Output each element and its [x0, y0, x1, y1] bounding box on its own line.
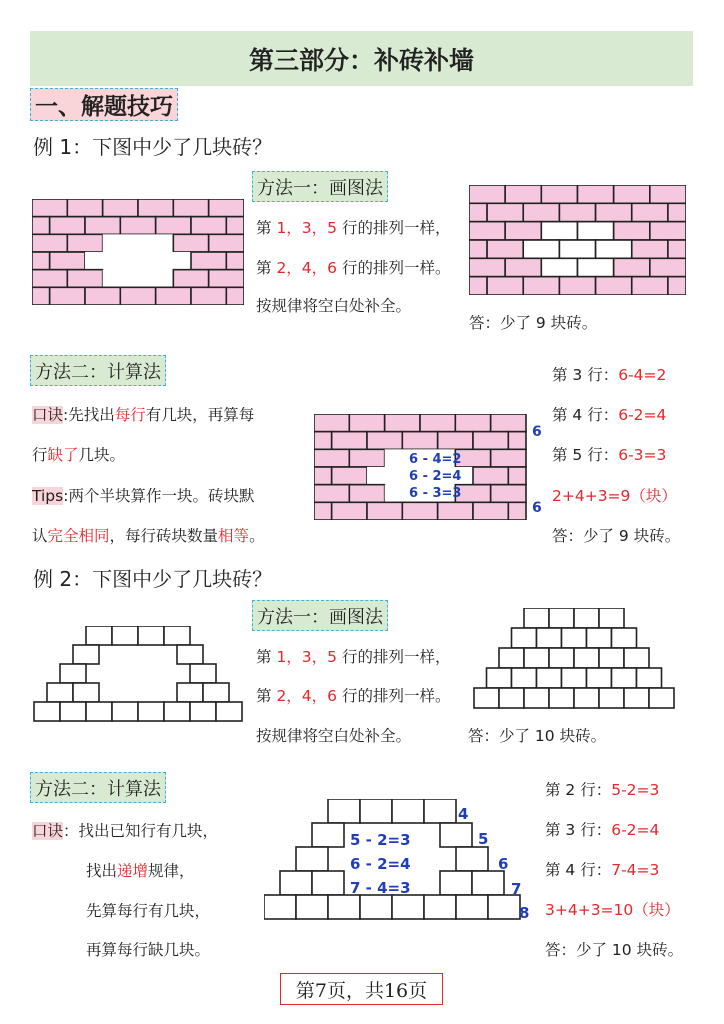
brick: [296, 847, 328, 871]
example2-tip-b: 找出递增规律，: [86, 862, 195, 880]
brick: [138, 270, 173, 288]
brick: [402, 502, 437, 520]
brick: [173, 270, 208, 288]
brick: [574, 648, 599, 668]
brick: [164, 626, 190, 645]
brick: [559, 277, 595, 295]
brick: [491, 414, 526, 432]
pyr-count-4: 4: [458, 805, 469, 823]
brick: [177, 683, 203, 702]
brick: [596, 203, 632, 221]
brick: [60, 664, 86, 683]
brick: [524, 608, 549, 628]
brick: [50, 217, 85, 235]
brick: [624, 688, 649, 708]
brick: [50, 287, 85, 305]
page-title: 第三部分：补砖补墙: [30, 31, 693, 86]
brick: [138, 199, 173, 217]
brick: [164, 702, 190, 721]
brick: [103, 270, 138, 288]
example2-tip-a: 口诀：找出已知行有几块，: [32, 822, 219, 840]
brick: [456, 895, 488, 919]
brick: [668, 277, 686, 295]
brick: [392, 799, 424, 823]
brick: [349, 485, 384, 503]
brick: [512, 628, 537, 648]
brick: [599, 608, 624, 628]
brick: [314, 414, 349, 432]
brick: [440, 871, 472, 895]
brick: [156, 252, 191, 270]
brick: [562, 628, 587, 648]
example2-question: 例 2：下图中少了几块砖？: [33, 567, 273, 591]
brick: [367, 502, 402, 520]
brick: [103, 234, 138, 252]
brick: [614, 222, 650, 240]
brick: [177, 645, 203, 664]
brick: [103, 199, 138, 217]
brick: [469, 240, 487, 258]
example2-line2: 第 2，4，6 行的排列一样。: [256, 687, 451, 705]
example2-tip-d: 再算每行缺几块。: [86, 941, 211, 959]
brick: [650, 258, 686, 276]
brick: [112, 626, 138, 645]
example2-answer2: 答：少了 10 块砖。: [545, 941, 684, 959]
brick: [314, 432, 332, 450]
brick: [392, 895, 424, 919]
brick: [367, 467, 402, 485]
brick: [67, 270, 102, 288]
brick: [385, 414, 420, 432]
example1-question: 例 1：下图中少了几块砖？: [33, 135, 273, 159]
brick: [524, 688, 549, 708]
example1-answer2: 答：少了 9 块砖。: [552, 527, 681, 545]
brick: [523, 240, 559, 258]
brick: [541, 258, 577, 276]
brick: [512, 668, 537, 688]
brick: [173, 199, 208, 217]
brick: [650, 185, 686, 203]
example2-line1: 第 1，3，5 行的排列一样，: [256, 648, 451, 666]
example1-wall-complete: [469, 185, 686, 295]
brick: [332, 502, 367, 520]
brick: [156, 287, 191, 305]
pyr-eq2: 6 - 2=4: [350, 855, 411, 873]
brick: [587, 668, 612, 688]
pyr-eq3: 7 - 4=3: [350, 879, 411, 897]
brick: [332, 432, 367, 450]
brick: [469, 258, 505, 276]
brick: [440, 823, 472, 847]
example1-row3: 第 3 行：6-4=2: [552, 366, 667, 384]
brick: [47, 683, 73, 702]
brick: [360, 799, 392, 823]
page-number: 第7页，共16页: [280, 973, 443, 1005]
example2-row2: 第 2 行：5-2=3: [545, 781, 660, 799]
brick: [402, 432, 437, 450]
brick: [523, 203, 559, 221]
brick: [191, 252, 226, 270]
brick: [264, 895, 296, 919]
brick: [191, 217, 226, 235]
brick: [469, 222, 505, 240]
brick: [587, 628, 612, 648]
brick: [424, 799, 456, 823]
brick: [559, 203, 595, 221]
brick: [349, 449, 384, 467]
brick: [190, 664, 216, 683]
brick: [488, 895, 520, 919]
brick: [599, 688, 624, 708]
brick: [456, 847, 488, 871]
brick: [60, 702, 86, 721]
brick: [599, 648, 624, 668]
brick: [120, 217, 155, 235]
brick: [499, 648, 524, 668]
brick: [85, 287, 120, 305]
pyr-eq1: 5 - 2=3: [350, 831, 411, 849]
brick: [73, 645, 99, 664]
example2-answer1: 答：少了 10 块砖。: [468, 727, 607, 745]
brick: [541, 185, 577, 203]
brick: [473, 467, 508, 485]
brick: [508, 432, 526, 450]
section-heading: 一、解题技巧: [30, 88, 178, 121]
brick: [280, 871, 312, 895]
brick: [474, 688, 499, 708]
brick: [424, 895, 456, 919]
brick: [112, 702, 138, 721]
brick: [505, 185, 541, 203]
brick: [537, 628, 562, 648]
wall-eq3: 6 - 3=3: [409, 486, 462, 501]
example1-sum: 2+4+3=9（块）: [552, 487, 677, 505]
brick: [473, 502, 508, 520]
brick: [491, 449, 526, 467]
example1-row4: 第 4 行：6-2=4: [552, 406, 667, 424]
example2-row4: 第 4 行：7-4=3: [545, 861, 660, 879]
example2-tip-c: 先算每行有几块，: [86, 902, 211, 920]
example1-tip-a: 口诀:先找出每行有几块，再算每: [32, 406, 255, 424]
brick: [632, 277, 668, 295]
brick: [499, 688, 524, 708]
pyr-count-7: 7: [511, 880, 522, 898]
brick: [541, 222, 577, 240]
brick: [34, 702, 60, 721]
row-count-bottom: 6: [532, 500, 542, 516]
brick: [487, 668, 512, 688]
example1-line2: 第 2，4，6 行的排列一样。: [256, 259, 451, 277]
brick: [487, 203, 523, 221]
brick: [559, 240, 595, 258]
brick: [549, 608, 574, 628]
brick: [578, 222, 614, 240]
brick: [524, 648, 549, 668]
brick: [668, 203, 686, 221]
brick: [649, 688, 674, 708]
brick: [312, 871, 344, 895]
brick: [469, 203, 487, 221]
brick: [203, 683, 229, 702]
brick: [578, 185, 614, 203]
example1-method2-label: 方法二：计算法: [30, 355, 166, 386]
example2-line3: 按规律将空白处补全。: [256, 727, 412, 745]
example1-tip-b: 行缺了几块。: [32, 446, 126, 464]
brick: [32, 270, 67, 288]
brick: [574, 608, 599, 628]
example2-pyramid-incomplete: [32, 626, 244, 723]
brick: [209, 199, 244, 217]
brick: [637, 668, 662, 688]
wall-eq1: 6 - 4=2: [409, 452, 462, 467]
brick: [86, 702, 112, 721]
brick: [574, 688, 599, 708]
brick: [226, 287, 244, 305]
brick: [360, 895, 392, 919]
brick: [420, 414, 455, 432]
example1-wall-calc: [314, 414, 546, 520]
brick: [32, 217, 50, 235]
brick: [632, 240, 668, 258]
brick: [455, 414, 490, 432]
brick: [85, 252, 120, 270]
brick: [349, 414, 384, 432]
brick: [505, 258, 541, 276]
brick: [328, 895, 360, 919]
example1-answer1: 答：少了 9 块砖。: [469, 314, 598, 332]
row-count-top: 6: [532, 424, 542, 440]
brick: [314, 467, 332, 485]
example1-tip-d: 认完全相同，每行砖块数量相等。: [32, 527, 265, 545]
brick: [612, 668, 637, 688]
brick: [505, 222, 541, 240]
brick: [523, 277, 559, 295]
brick: [562, 668, 587, 688]
example2-pyramid-complete: [470, 608, 678, 712]
brick: [138, 702, 164, 721]
example1-tip-c: Tips:两个半块算作一块。砖块默: [32, 487, 255, 505]
example2-method1-label: 方法一：画图法: [252, 600, 388, 631]
example2-pyramid-calc: [264, 799, 534, 929]
brick: [508, 502, 526, 520]
brick: [491, 485, 526, 503]
brick: [314, 502, 332, 520]
brick: [438, 502, 473, 520]
brick: [549, 688, 574, 708]
brick: [226, 217, 244, 235]
brick: [156, 217, 191, 235]
brick: [508, 467, 526, 485]
pyr-count-8: 8: [519, 904, 530, 922]
brick: [537, 668, 562, 688]
brick: [216, 702, 242, 721]
brick: [73, 683, 99, 702]
example1-wall-incomplete: [32, 199, 244, 305]
brick: [438, 432, 473, 450]
wall-eq2: 6 - 2=4: [409, 469, 462, 484]
brick: [469, 185, 505, 203]
brick: [191, 287, 226, 305]
brick: [632, 203, 668, 221]
example1-line3: 按规律将空白处补全。: [256, 297, 412, 315]
brick: [487, 240, 523, 258]
brick: [472, 871, 504, 895]
brick: [85, 217, 120, 235]
example2-sum: 3+4+3=10（块）: [545, 901, 680, 919]
brick: [650, 222, 686, 240]
brick: [668, 240, 686, 258]
brick: [138, 234, 173, 252]
brick: [120, 252, 155, 270]
brick: [32, 287, 50, 305]
brick: [487, 277, 523, 295]
brick: [314, 449, 349, 467]
brick: [312, 823, 344, 847]
brick: [332, 467, 367, 485]
brick: [209, 234, 244, 252]
brick: [32, 199, 67, 217]
brick: [473, 432, 508, 450]
brick: [367, 432, 402, 450]
brick: [624, 648, 649, 668]
example1-line1: 第 1，3，5 行的排列一样，: [256, 219, 451, 237]
brick: [173, 234, 208, 252]
brick: [469, 277, 487, 295]
brick: [614, 258, 650, 276]
brick: [612, 628, 637, 648]
brick: [296, 895, 328, 919]
brick: [614, 185, 650, 203]
brick: [226, 252, 244, 270]
example1-row5: 第 5 行：6-3=3: [552, 446, 667, 464]
brick: [209, 270, 244, 288]
brick: [86, 626, 112, 645]
example1-method1-label: 方法一：画图法: [252, 171, 388, 202]
example2-method2-label: 方法二：计算法: [30, 772, 166, 803]
brick: [596, 240, 632, 258]
brick: [596, 277, 632, 295]
brick: [328, 799, 360, 823]
brick: [578, 258, 614, 276]
brick: [190, 702, 216, 721]
brick: [67, 199, 102, 217]
example2-row3: 第 3 行：6-2=4: [545, 821, 660, 839]
brick: [32, 234, 67, 252]
pyr-count-6: 6: [498, 855, 509, 873]
pyr-count-5: 5: [478, 830, 489, 848]
brick: [549, 648, 574, 668]
brick: [314, 485, 349, 503]
brick: [32, 252, 50, 270]
brick: [138, 626, 164, 645]
brick: [50, 252, 85, 270]
brick: [120, 287, 155, 305]
brick: [67, 234, 102, 252]
